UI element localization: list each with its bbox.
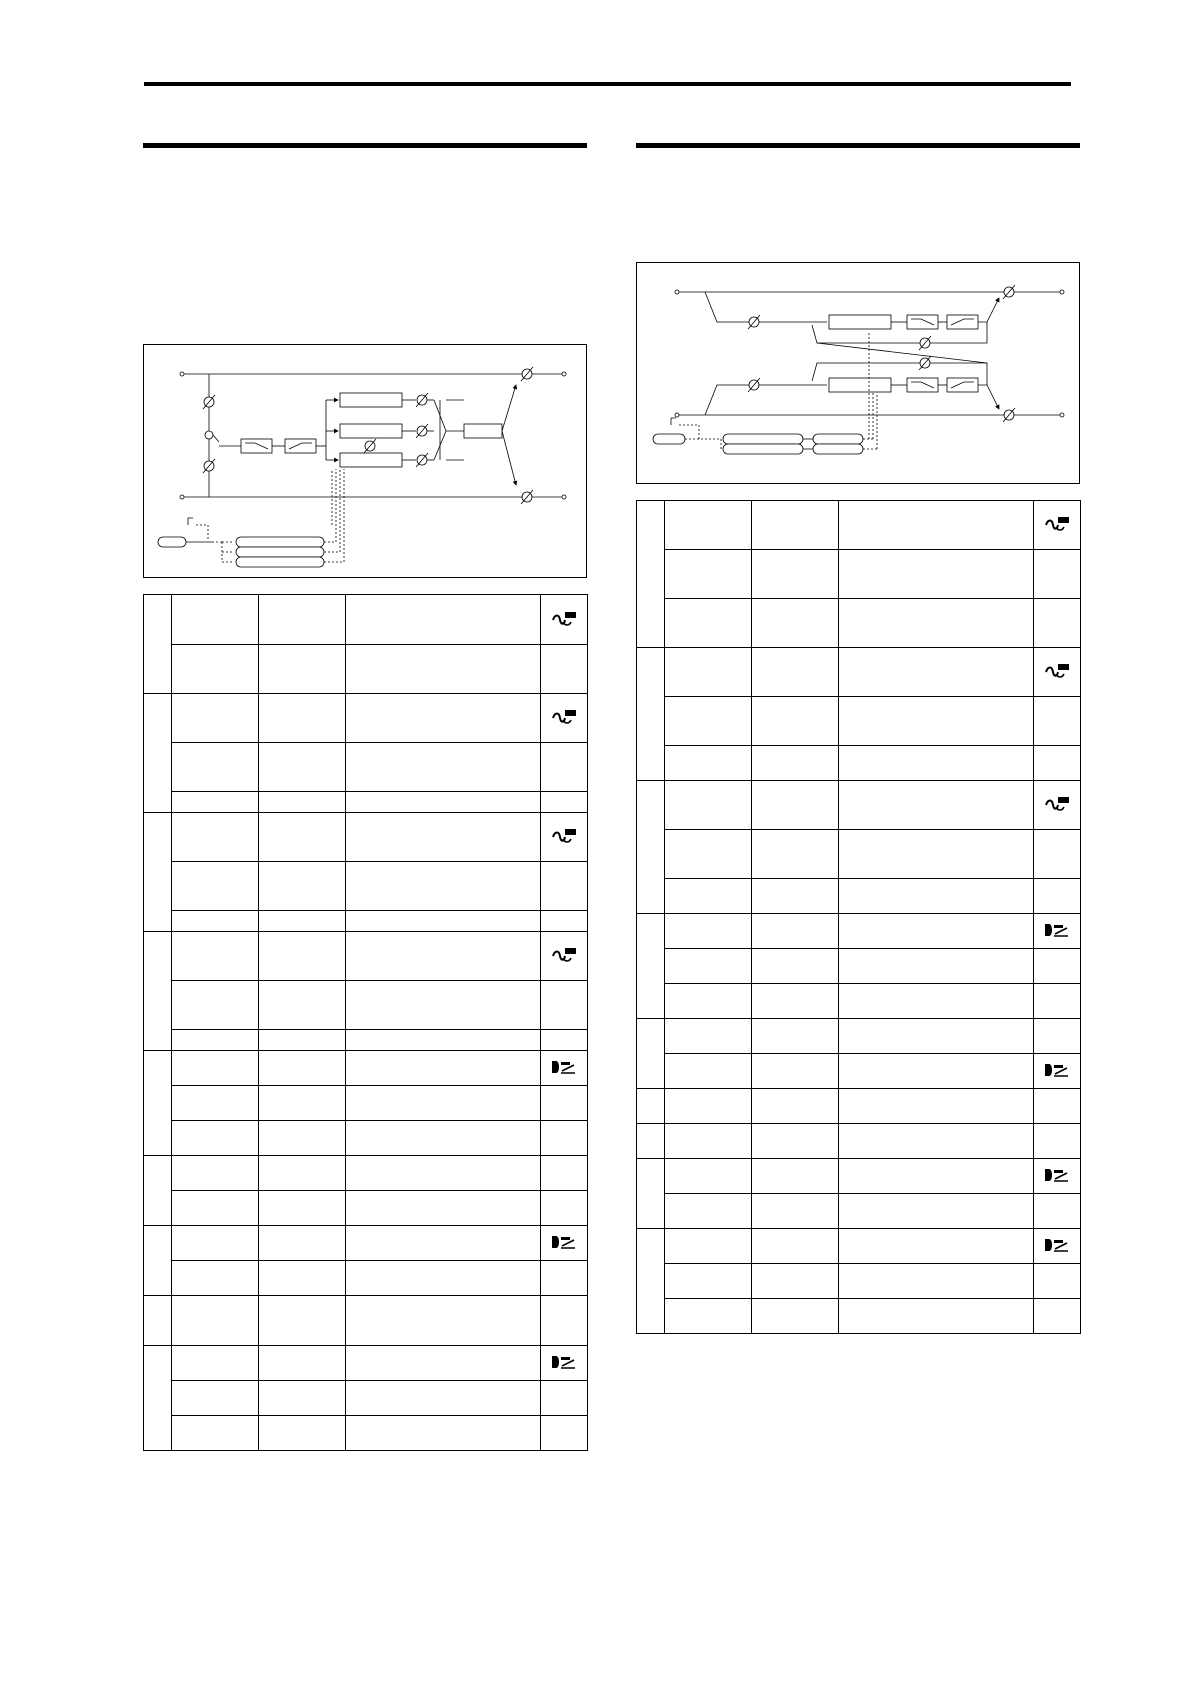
left-diagram-drawing: [144, 345, 586, 577]
right-row-index-cell: [637, 1089, 665, 1124]
page-header-rule: [144, 82, 1071, 86]
left-range-cell: [259, 862, 346, 911]
right-icon-cell: [1034, 501, 1081, 550]
sync-icon: [1044, 663, 1070, 681]
left-icon-cell: [541, 1416, 588, 1451]
right-description-cell: [839, 1264, 1034, 1299]
right-parameter-cell: [665, 648, 752, 697]
left-row-index-cell: [144, 1226, 172, 1296]
right-icon-cell: [1034, 697, 1081, 746]
right-range-cell: [752, 1089, 839, 1124]
right-range-cell: [752, 1299, 839, 1334]
right-table-row: [637, 1229, 1081, 1264]
left-parameter-cell: [172, 694, 259, 743]
left-table-row: [144, 1226, 588, 1261]
left-table-row: [144, 1030, 588, 1051]
left-parameter-cell: [172, 1261, 259, 1296]
right-range-cell: [752, 781, 839, 830]
right-icon-cell: [1034, 746, 1081, 781]
left-range-cell: [259, 792, 346, 813]
left-description-cell: [346, 911, 541, 932]
right-description-cell: [839, 914, 1034, 949]
right-diagram-drawing: [637, 263, 1079, 483]
left-range-cell: [259, 1296, 346, 1346]
left-range-cell: [259, 1261, 346, 1296]
left-row-index-cell: [144, 595, 172, 694]
left-parameter-cell: [172, 813, 259, 862]
left-table-row: [144, 1051, 588, 1086]
left-icon-cell: [541, 1030, 588, 1051]
left-description-cell: [346, 694, 541, 743]
left-description-cell: [346, 1381, 541, 1416]
right-range-cell: [752, 550, 839, 599]
right-description-cell: [839, 697, 1034, 746]
right-range-cell: [752, 949, 839, 984]
right-range-cell: [752, 1019, 839, 1054]
sync-icon: [551, 947, 577, 965]
left-icon-cell: [541, 1226, 588, 1261]
right-block-diagram: [636, 262, 1080, 484]
left-description-cell: [346, 1296, 541, 1346]
left-parameter-cell: [172, 1030, 259, 1051]
sync-icon: [551, 611, 577, 629]
right-parameter-cell: [665, 1159, 752, 1194]
left-table-row: [144, 1086, 588, 1121]
left-parameter-cell: [172, 743, 259, 792]
right-description-cell: [839, 746, 1034, 781]
sync-icon: [551, 828, 577, 846]
left-description-cell: [346, 1191, 541, 1226]
right-range-cell: [752, 1264, 839, 1299]
left-parameter-cell: [172, 1416, 259, 1451]
left-range-cell: [259, 932, 346, 981]
right-range-cell: [752, 1159, 839, 1194]
left-description-cell: [346, 1051, 541, 1086]
left-table-row: [144, 743, 588, 792]
dmod-icon: [1044, 1062, 1070, 1080]
left-range-cell: [259, 645, 346, 694]
left-parameter-cell: [172, 1346, 259, 1381]
left-table-row: [144, 911, 588, 932]
left-parameter-cell: [172, 981, 259, 1030]
right-icon-cell: [1034, 984, 1081, 1019]
right-icon-cell: [1034, 648, 1081, 697]
right-range-cell: [752, 648, 839, 697]
right-parameter-cell: [665, 501, 752, 550]
right-table-row: [637, 1299, 1081, 1334]
left-icon-cell: [541, 792, 588, 813]
right-table-row: [637, 1019, 1081, 1054]
left-range-cell: [259, 1051, 346, 1086]
left-table-row: [144, 813, 588, 862]
left-range-cell: [259, 1346, 346, 1381]
left-row-index-cell: [144, 813, 172, 932]
right-icon-cell: [1034, 1019, 1081, 1054]
left-table-row: [144, 1296, 588, 1346]
left-parameter-cell: [172, 1086, 259, 1121]
left-block-diagram: [143, 344, 587, 578]
right-table-row: [637, 648, 1081, 697]
left-description-cell: [346, 981, 541, 1030]
left-range-cell: [259, 1121, 346, 1156]
left-range-cell: [259, 1416, 346, 1451]
right-range-cell: [752, 501, 839, 550]
left-description-cell: [346, 1416, 541, 1451]
left-table-row: [144, 862, 588, 911]
sync-icon: [1044, 796, 1070, 814]
right-range-cell: [752, 746, 839, 781]
right-description-cell: [839, 1229, 1034, 1264]
left-table-row: [144, 1121, 588, 1156]
left-description-cell: [346, 1226, 541, 1261]
right-table-row: [637, 1159, 1081, 1194]
left-icon-cell: [541, 694, 588, 743]
right-icon-cell: [1034, 830, 1081, 879]
left-description-cell: [346, 792, 541, 813]
left-table-row: [144, 1381, 588, 1416]
left-table-row: [144, 1261, 588, 1296]
left-description-cell: [346, 862, 541, 911]
right-description-cell: [839, 1089, 1034, 1124]
right-row-index-cell: [637, 914, 665, 1019]
dmod-icon: [551, 1059, 577, 1077]
left-section-heading-rule: [143, 143, 587, 148]
right-table-row: [637, 830, 1081, 879]
right-parameter-cell: [665, 1124, 752, 1159]
right-icon-cell: [1034, 1194, 1081, 1229]
right-description-cell: [839, 1299, 1034, 1334]
left-icon-cell: [541, 743, 588, 792]
right-table-row: [637, 879, 1081, 914]
left-icon-cell: [541, 981, 588, 1030]
right-parameter-cell: [665, 949, 752, 984]
left-parameter-cell: [172, 932, 259, 981]
right-table-row: [637, 914, 1081, 949]
left-parameter-cell: [172, 1156, 259, 1191]
left-description-cell: [346, 1030, 541, 1051]
right-parameter-cell: [665, 914, 752, 949]
right-range-cell: [752, 697, 839, 746]
right-row-index-cell: [637, 781, 665, 914]
left-range-cell: [259, 595, 346, 645]
right-parameter-table: [636, 500, 1081, 1334]
right-parameter-cell: [665, 1019, 752, 1054]
left-range-cell: [259, 1156, 346, 1191]
left-icon-cell: [541, 1156, 588, 1191]
right-icon-cell: [1034, 949, 1081, 984]
left-row-index-cell: [144, 1346, 172, 1451]
left-description-cell: [346, 813, 541, 862]
right-parameter-cell: [665, 1194, 752, 1229]
left-range-cell: [259, 1381, 346, 1416]
right-description-cell: [839, 949, 1034, 984]
right-table-row: [637, 1089, 1081, 1124]
sync-icon: [551, 709, 577, 727]
right-table-row: [637, 781, 1081, 830]
left-parameter-table: [143, 594, 588, 1451]
right-range-cell: [752, 830, 839, 879]
right-row-index-cell: [637, 1019, 665, 1089]
right-description-cell: [839, 1054, 1034, 1089]
right-table-row: [637, 1054, 1081, 1089]
left-icon-cell: [541, 1381, 588, 1416]
dmod-icon: [551, 1234, 577, 1252]
left-parameter-cell: [172, 1296, 259, 1346]
dmod-icon: [1044, 1167, 1070, 1185]
left-icon-cell: [541, 1121, 588, 1156]
right-description-cell: [839, 781, 1034, 830]
left-range-cell: [259, 911, 346, 932]
left-icon-cell: [541, 1346, 588, 1381]
right-row-index-cell: [637, 1124, 665, 1159]
left-icon-cell: [541, 911, 588, 932]
left-icon-cell: [541, 1051, 588, 1086]
right-range-cell: [752, 879, 839, 914]
right-table-row: [637, 550, 1081, 599]
right-description-cell: [839, 1159, 1034, 1194]
left-icon-cell: [541, 595, 588, 645]
right-row-index-cell: [637, 1159, 665, 1229]
left-description-cell: [346, 932, 541, 981]
left-table-row: [144, 932, 588, 981]
right-icon-cell: [1034, 1229, 1081, 1264]
left-table-row: [144, 1346, 588, 1381]
left-table-row: [144, 981, 588, 1030]
right-description-cell: [839, 1019, 1034, 1054]
right-range-cell: [752, 914, 839, 949]
left-range-cell: [259, 1030, 346, 1051]
right-range-cell: [752, 984, 839, 1019]
right-parameter-cell: [665, 1229, 752, 1264]
left-parameter-cell: [172, 792, 259, 813]
right-description-cell: [839, 879, 1034, 914]
left-parameter-cell: [172, 1121, 259, 1156]
left-icon-cell: [541, 813, 588, 862]
left-row-index-cell: [144, 1051, 172, 1156]
right-range-cell: [752, 1229, 839, 1264]
left-table-row: [144, 1156, 588, 1191]
left-description-cell: [346, 595, 541, 645]
right-parameter-cell: [665, 781, 752, 830]
right-icon-cell: [1034, 1299, 1081, 1334]
right-range-cell: [752, 1054, 839, 1089]
right-icon-cell: [1034, 914, 1081, 949]
left-range-cell: [259, 1226, 346, 1261]
right-description-cell: [839, 984, 1034, 1019]
right-parameter-cell: [665, 879, 752, 914]
right-table-row: [637, 599, 1081, 648]
left-icon-cell: [541, 645, 588, 694]
left-range-cell: [259, 813, 346, 862]
left-icon-cell: [541, 1086, 588, 1121]
left-description-cell: [346, 1261, 541, 1296]
right-description-cell: [839, 1124, 1034, 1159]
left-row-index-cell: [144, 694, 172, 813]
left-icon-cell: [541, 1191, 588, 1226]
right-description-cell: [839, 550, 1034, 599]
left-table-row: [144, 792, 588, 813]
right-icon-cell: [1034, 879, 1081, 914]
right-icon-cell: [1034, 599, 1081, 648]
left-description-cell: [346, 1121, 541, 1156]
left-range-cell: [259, 981, 346, 1030]
left-parameter-cell: [172, 1381, 259, 1416]
left-parameter-cell: [172, 1191, 259, 1226]
right-table-row: [637, 949, 1081, 984]
left-parameter-cell: [172, 1051, 259, 1086]
left-parameter-cell: [172, 1226, 259, 1261]
right-parameter-cell: [665, 984, 752, 1019]
right-parameter-cell: [665, 550, 752, 599]
right-row-index-cell: [637, 648, 665, 781]
left-range-cell: [259, 694, 346, 743]
right-description-cell: [839, 599, 1034, 648]
right-range-cell: [752, 1194, 839, 1229]
left-table-row: [144, 1191, 588, 1226]
left-description-cell: [346, 1156, 541, 1191]
right-table-row: [637, 1264, 1081, 1299]
right-row-index-cell: [637, 1229, 665, 1334]
left-icon-cell: [541, 862, 588, 911]
left-description-cell: [346, 743, 541, 792]
right-parameter-cell: [665, 1089, 752, 1124]
right-parameter-cell: [665, 1264, 752, 1299]
left-table-row: [144, 595, 588, 645]
right-description-cell: [839, 1194, 1034, 1229]
right-row-index-cell: [637, 501, 665, 648]
right-parameter-cell: [665, 1054, 752, 1089]
left-icon-cell: [541, 1296, 588, 1346]
right-parameter-cell: [665, 1299, 752, 1334]
left-table-row: [144, 1416, 588, 1451]
right-description-cell: [839, 830, 1034, 879]
right-table-row: [637, 1124, 1081, 1159]
right-icon-cell: [1034, 781, 1081, 830]
left-parameter-cell: [172, 862, 259, 911]
left-parameter-cell: [172, 911, 259, 932]
right-icon-cell: [1034, 1159, 1081, 1194]
right-table-row: [637, 697, 1081, 746]
dmod-icon: [1044, 922, 1070, 940]
right-range-cell: [752, 1124, 839, 1159]
sync-icon: [1044, 516, 1070, 534]
left-description-cell: [346, 645, 541, 694]
left-row-index-cell: [144, 932, 172, 1051]
right-parameter-cell: [665, 746, 752, 781]
left-table-row: [144, 645, 588, 694]
left-parameter-cell: [172, 595, 259, 645]
right-table-row: [637, 501, 1081, 550]
left-parameter-cell: [172, 645, 259, 694]
dmod-icon: [551, 1354, 577, 1372]
right-parameter-cell: [665, 830, 752, 879]
left-range-cell: [259, 1086, 346, 1121]
right-parameter-cell: [665, 697, 752, 746]
left-row-index-cell: [144, 1296, 172, 1346]
right-icon-cell: [1034, 550, 1081, 599]
left-range-cell: [259, 743, 346, 792]
left-description-cell: [346, 1346, 541, 1381]
dmod-icon: [1044, 1237, 1070, 1255]
right-table-row: [637, 746, 1081, 781]
right-parameter-cell: [665, 599, 752, 648]
left-table-row: [144, 694, 588, 743]
right-icon-cell: [1034, 1124, 1081, 1159]
right-section-heading-rule: [636, 143, 1080, 148]
left-icon-cell: [541, 1261, 588, 1296]
right-description-cell: [839, 501, 1034, 550]
left-description-cell: [346, 1086, 541, 1121]
left-row-index-cell: [144, 1156, 172, 1226]
right-range-cell: [752, 599, 839, 648]
right-icon-cell: [1034, 1264, 1081, 1299]
left-icon-cell: [541, 932, 588, 981]
right-icon-cell: [1034, 1089, 1081, 1124]
right-description-cell: [839, 648, 1034, 697]
right-icon-cell: [1034, 1054, 1081, 1089]
left-range-cell: [259, 1191, 346, 1226]
right-table-row: [637, 984, 1081, 1019]
right-table-row: [637, 1194, 1081, 1229]
